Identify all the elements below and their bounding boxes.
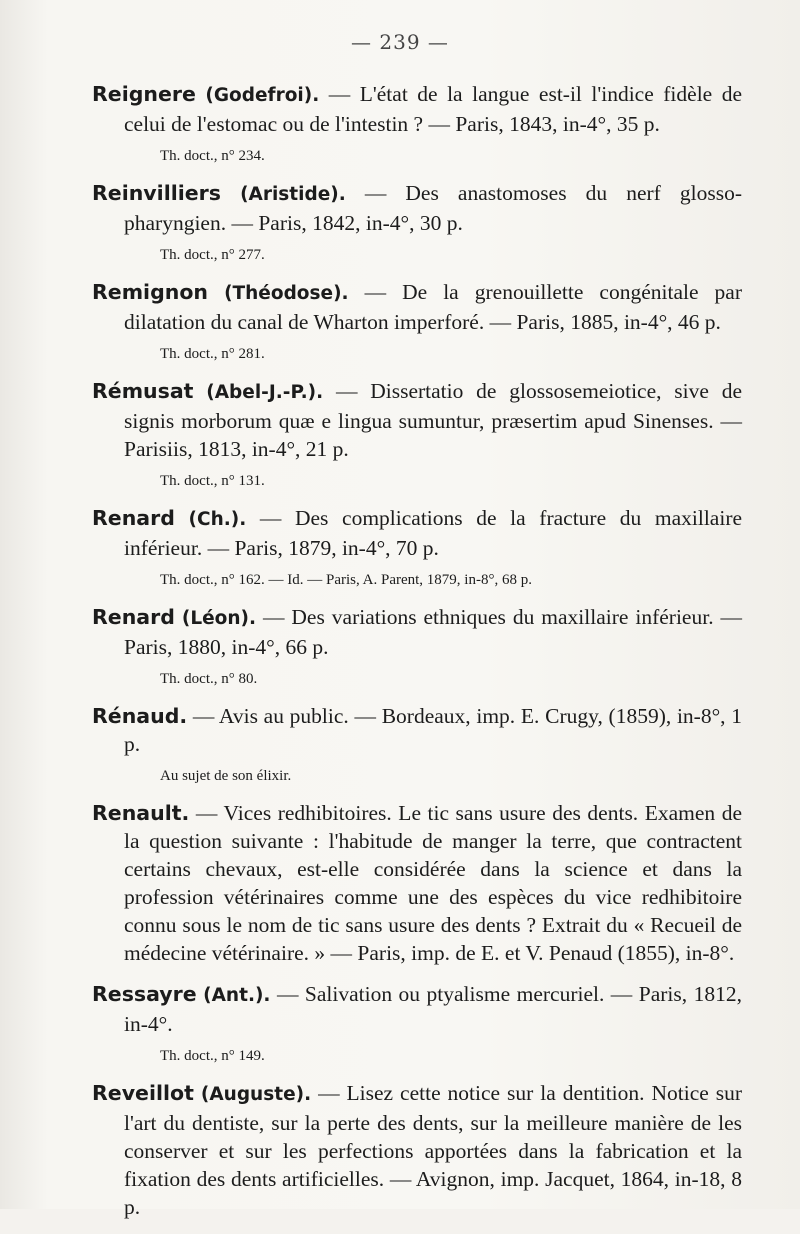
entry-text (92, 1079, 742, 1221)
entry-text (92, 799, 742, 967)
entry-title: — Lisez cette notice sur la dentition. Notice sur l'art du dentiste, sur la perte des dents, sur la meilleure manière de les conserver et sur les perfections apportées dans la fabrication et la fixation des dents artificielles. — Avignon, imp. Jacquet, 1864, in-18, 8 p. (124, 1081, 743, 1219)
bibliography-entry (92, 1079, 742, 1221)
entry-title: — Vices redhibitoires. Le tic sans usure des dents. Examen de la question suivante : l'habitude de manger la terre, que contractent certains chevaux, est-elle considérée dans la science et dans la profession vétérinaires comme une des espèces du vice redhibitoire connu sous le nom de tic sans usure des dents ? Extrait du « Recueil de médecine vétérinaire. » — Paris, imp. de E. et V. Penaud (1855), in-8°. (124, 801, 742, 965)
bibliography-list (92, 80, 742, 1234)
bibliography-entry (92, 702, 742, 786)
entry-author: Renard (92, 506, 175, 530)
bibliography-entry (92, 179, 742, 265)
entry-given-name: (Léon). (181, 608, 257, 629)
entry-text (92, 278, 742, 336)
entry-author: Reveillot (92, 1081, 194, 1105)
entry-text (92, 702, 742, 758)
entry-note: Th. doct., n° 281. (160, 346, 265, 362)
entry-note: Th. doct., n° 131. (160, 473, 265, 489)
entry-text (92, 377, 742, 463)
entry-author: Reinvilliers (92, 181, 221, 205)
entry-title: — Dissertatio de glossosemeiotice, sive de signis morborum quæ e lingua sumuntur, præsertim apud Sinenses. — Parisiis, 1813, in-4°, 21 p. (124, 379, 743, 461)
entry-title: — Salivation ou ptyalisme mercuriel. — Paris, 1812, in-4°. (124, 982, 742, 1036)
entry-given-name: (Ch.). (188, 509, 247, 530)
entry-text (92, 80, 742, 138)
entry-title: — L'état de la langue est-il l'indice fidèle de celui de l'estomac ou de l'intestin ? — Paris, 1843, in-4°, 35 p. (124, 82, 743, 136)
entry-title: — Des variations ethniques du maxillaire inférieur. — Paris, 1880, in-4°, 66 p. (124, 605, 743, 659)
entry-note: Th. doct., n° 277. (160, 247, 265, 263)
entry-given-name: (Abel-J.-P.). (206, 382, 324, 403)
entry-text (92, 504, 742, 562)
entry-given-name: (Théodose). (224, 283, 349, 304)
entry-author: Rénaud. (92, 704, 188, 728)
bibliography-entry (92, 980, 742, 1066)
bibliography-entry (92, 80, 742, 166)
entry-note: Th. doct., n° 80. (160, 671, 258, 687)
bibliography-entry (92, 278, 742, 364)
entry-title: — Des anastomoses du nerf glosso-pharyngien. — Paris, 1842, in-4°, 30 p. (124, 181, 742, 235)
entry-given-name: (Auguste). (200, 1084, 312, 1105)
bibliography-entry (92, 377, 742, 491)
entry-author: Rémusat (92, 379, 194, 403)
bibliography-entry (92, 799, 742, 967)
entry-author: Renault. (92, 801, 190, 825)
entry-title: — Des complications de la fracture du maxillaire inférieur. — Paris, 1879, in-4°, 70 p. (124, 506, 743, 560)
entry-text (92, 179, 742, 237)
bibliography-entry (92, 504, 742, 590)
entry-author: Remignon (92, 280, 209, 304)
entry-note: Au sujet de son élixir. (160, 768, 292, 784)
entry-text (92, 603, 742, 661)
entry-title: — Avis au public. — Bordeaux, imp. E. Crugy, (1859), in-8°, 1 p. (124, 704, 743, 756)
entry-author: Ressayre (92, 982, 197, 1006)
bibliography-entry (92, 603, 742, 689)
entry-note: Th. doct., n° 149. (160, 1048, 265, 1064)
entry-given-name: (Godefroi). (205, 85, 320, 106)
entry-given-name: (Ant.). (203, 985, 271, 1006)
entry-title: — De la grenouillette congénitale par dilatation du canal de Wharton imperforé. — Paris, 1885, in-4°, 46 p. (124, 280, 743, 334)
entry-note: Th. doct., n° 234. (160, 148, 265, 164)
entry-note: Th. doct., n° 162. — Id. — Paris, A. Parent, 1879, in-8°, 68 p. (160, 572, 532, 588)
entry-author: Reignere (92, 82, 196, 106)
entry-author: Renard (92, 605, 175, 629)
entry-given-name: (Aristide). (240, 184, 346, 205)
entry-text (92, 980, 742, 1038)
page-number: — 239 — (351, 30, 449, 54)
